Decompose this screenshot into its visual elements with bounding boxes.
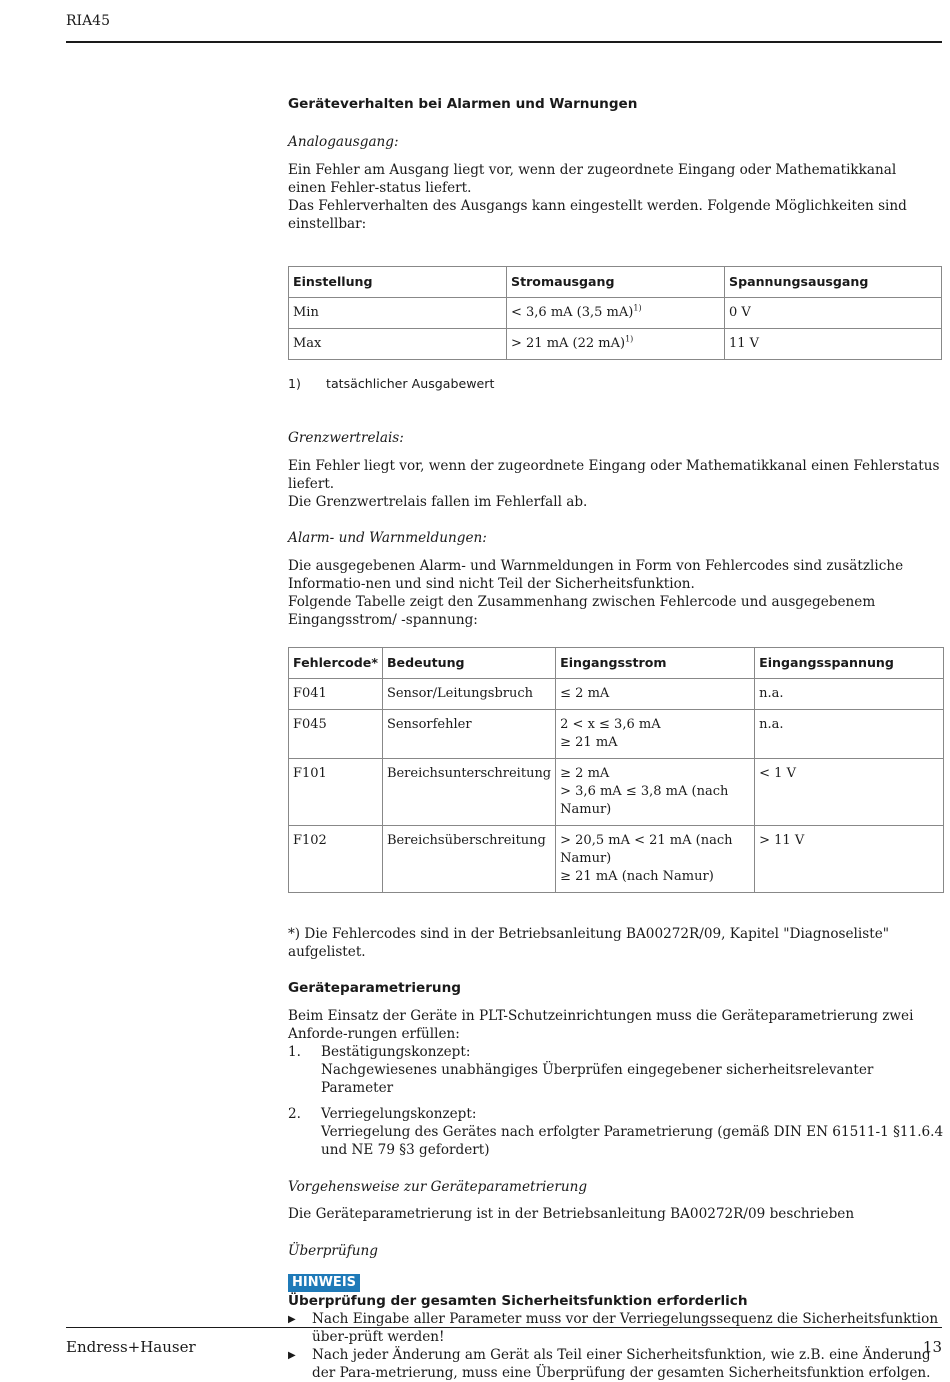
table-row [289, 298, 942, 329]
alarm-label: Alarm- und Warnmeldungen: [288, 530, 487, 546]
alarm-text-2: Folgende Tabelle zeigt den Zusammenhang zwischen Fehlercode und ausgegebenem Eingangsstrom/ -spannung: [288, 594, 876, 628]
th-bedeutung: Bedeutung [382, 648, 555, 679]
list-item [288, 1346, 944, 1382]
current-line: > 3,6 mA ≤ 3,8 mA (nach Namur) [560, 784, 729, 817]
page-number: 13 [922, 1338, 942, 1356]
current-line: 2 < x ≤ 3,6 mA [560, 717, 661, 732]
cell: 0 V [725, 298, 942, 329]
relay-text-1: Ein Fehler liegt vor, wenn der zugeordnete Eingang oder Mathematikkanal einen Fehlerstatus liefert. [288, 458, 940, 492]
table-row [289, 679, 944, 710]
table-row [289, 759, 944, 826]
error-table-header [289, 648, 944, 679]
list-item [288, 1105, 944, 1159]
header-title: RIA45 [66, 13, 110, 29]
cell-current [556, 826, 755, 893]
list-number: 2. [288, 1106, 301, 1122]
list-item-text: Nachgewiesenes unabhängiges Überprüfen eingegebener sicherheitsrelevanter Parameter [321, 1062, 874, 1096]
cell-current [556, 679, 755, 710]
cell: Max [289, 329, 507, 360]
output-table-header [289, 267, 942, 298]
list-item [288, 1310, 944, 1346]
notice-bullet-list [288, 1310, 944, 1382]
bullet-text: Nach Eingabe aller Parameter muss vor der Verriegelungssequenz die Sicherheitsfunktion über-prüft werden! [312, 1311, 939, 1345]
notice-title: Überprüfung der gesamten Sicherheitsfunktion erforderlich [288, 1293, 748, 1309]
list-item-title: Bestätigungskonzept: [321, 1044, 471, 1060]
cell-meaning: Bereichsunterschreitung [382, 759, 555, 826]
error-table-note: *) Die Fehlercodes sind in der Betriebsanleitung BA00272R/09, Kapitel "Diagnoseliste" aufgelistet. [288, 926, 889, 960]
cell-code: F101 [289, 759, 383, 826]
bullet-arrow-icon: ▶ [288, 1314, 296, 1325]
list-item [288, 1043, 944, 1097]
cell [507, 298, 725, 329]
footnote-number: 1) [288, 376, 301, 391]
cell-code: F041 [289, 679, 383, 710]
cell: Min [289, 298, 507, 329]
table-row [289, 710, 944, 759]
cell-meaning: Bereichsüberschreitung [382, 826, 555, 893]
cell-voltage: n.a. [755, 679, 944, 710]
list-number: 1. [288, 1044, 301, 1060]
section-heading-parametrierung: Geräteparametrierung [288, 980, 462, 996]
analog-text-1: Ein Fehler am Ausgang liegt vor, wenn der zugeordnete Eingang oder Mathematikkanal einen Fehler-status liefert. [288, 162, 897, 196]
footnote-ref: 1) [625, 334, 634, 344]
notice-badge: HINWEIS [288, 1274, 360, 1292]
th-stromausgang: Stromausgang [507, 267, 725, 298]
th-einstellung: Einstellung [289, 267, 507, 298]
cell-current [556, 759, 755, 826]
th-eingangsspannung: Eingangsspannung [755, 648, 944, 679]
current-line: ≥ 2 mA [560, 766, 610, 781]
procedure-text: Die Geräteparametrierung ist in der Betriebsanleitung BA00272R/09 beschrieben [288, 1206, 855, 1222]
relay-label: Grenzwertrelais: [288, 430, 404, 446]
footer-company: Endress+Hauser [66, 1338, 196, 1356]
relay-text-2: Die Grenzwertrelais fallen im Fehlerfall ab. [288, 494, 588, 510]
list-item-title: Verriegelungskonzept: [321, 1106, 477, 1122]
cell [507, 329, 725, 360]
cell-meaning: Sensor/Leitungsbruch [382, 679, 555, 710]
cell-text: < 3,6 mA (3,5 mA) [511, 305, 634, 320]
error-code-table [288, 647, 944, 893]
table-row [289, 329, 942, 360]
analog-text-2: Das Fehlerverhalten des Ausgangs kann eingestellt werden. Folgende Möglichkeiten sind einstellbar: [288, 198, 907, 232]
cell-code: F045 [289, 710, 383, 759]
current-line: > 20,5 mA < 21 mA (nach Namur) [560, 833, 733, 866]
bullet-arrow-icon: ▶ [288, 1350, 296, 1361]
check-label: Überprüfung [288, 1243, 378, 1259]
page-content [288, 95, 944, 1382]
analog-label: Analogausgang: [288, 134, 399, 150]
parametrierung-intro: Beim Einsatz der Geräte in PLT-Schutzeinrichtungen muss die Geräteparametrierung zwei Anforde-rungen erfüllen: [288, 1008, 914, 1042]
th-eingangsstrom: Eingangsstrom [556, 648, 755, 679]
alarm-text-1: Die ausgegebenen Alarm- und Warnmeldungen in Form von Fehlercodes sind zusätzliche Informatio-nen und sind nicht Teil der Sicherheitsfunktion. [288, 558, 904, 592]
cell-voltage: n.a. [755, 710, 944, 759]
footer-divider [66, 1327, 942, 1328]
cell-voltage: > 11 V [755, 826, 944, 893]
requirements-list [288, 1043, 944, 1159]
procedure-label: Vorgehensweise zur Geräteparametrierung [288, 1179, 588, 1195]
table-footnote [288, 375, 944, 393]
cell-meaning: Sensorfehler [382, 710, 555, 759]
th-spannungsausgang: Spannungsausgang [725, 267, 942, 298]
cell: 11 V [725, 329, 942, 360]
list-body [321, 1105, 944, 1159]
cell-code: F102 [289, 826, 383, 893]
cell-text: > 21 mA (22 mA) [511, 336, 626, 351]
bullet-text: Nach jeder Änderung am Gerät als Teil einer Sicherheitsfunktion, wie z.B. eine Änderung der Para-metrierung, muss eine Überprüfung der gesamten Sicherheitsfunktion erfolgen. [312, 1347, 931, 1381]
current-line: ≥ 21 mA [560, 735, 618, 750]
cell-current [556, 710, 755, 759]
list-item-text: Verriegelung des Gerätes nach erfolgter Parametrierung (gemäß DIN EN 61511-1 §11.6.4 und NE 79 §3 gefordert) [321, 1124, 944, 1158]
header-divider [66, 41, 942, 43]
table-row [289, 826, 944, 893]
th-fehlercode: Fehlercode* [289, 648, 383, 679]
section-heading-alarms: Geräteverhalten bei Alarmen und Warnungen [288, 96, 638, 112]
output-table [288, 266, 942, 360]
current-line: ≥ 21 mA (nach Namur) [560, 869, 714, 884]
footnote-text: tatsächlicher Ausgabewert [326, 376, 495, 391]
cell-voltage: < 1 V [755, 759, 944, 826]
list-body [321, 1043, 944, 1097]
footnote-ref: 1) [633, 303, 642, 313]
current-line: ≤ 2 mA [560, 686, 610, 701]
